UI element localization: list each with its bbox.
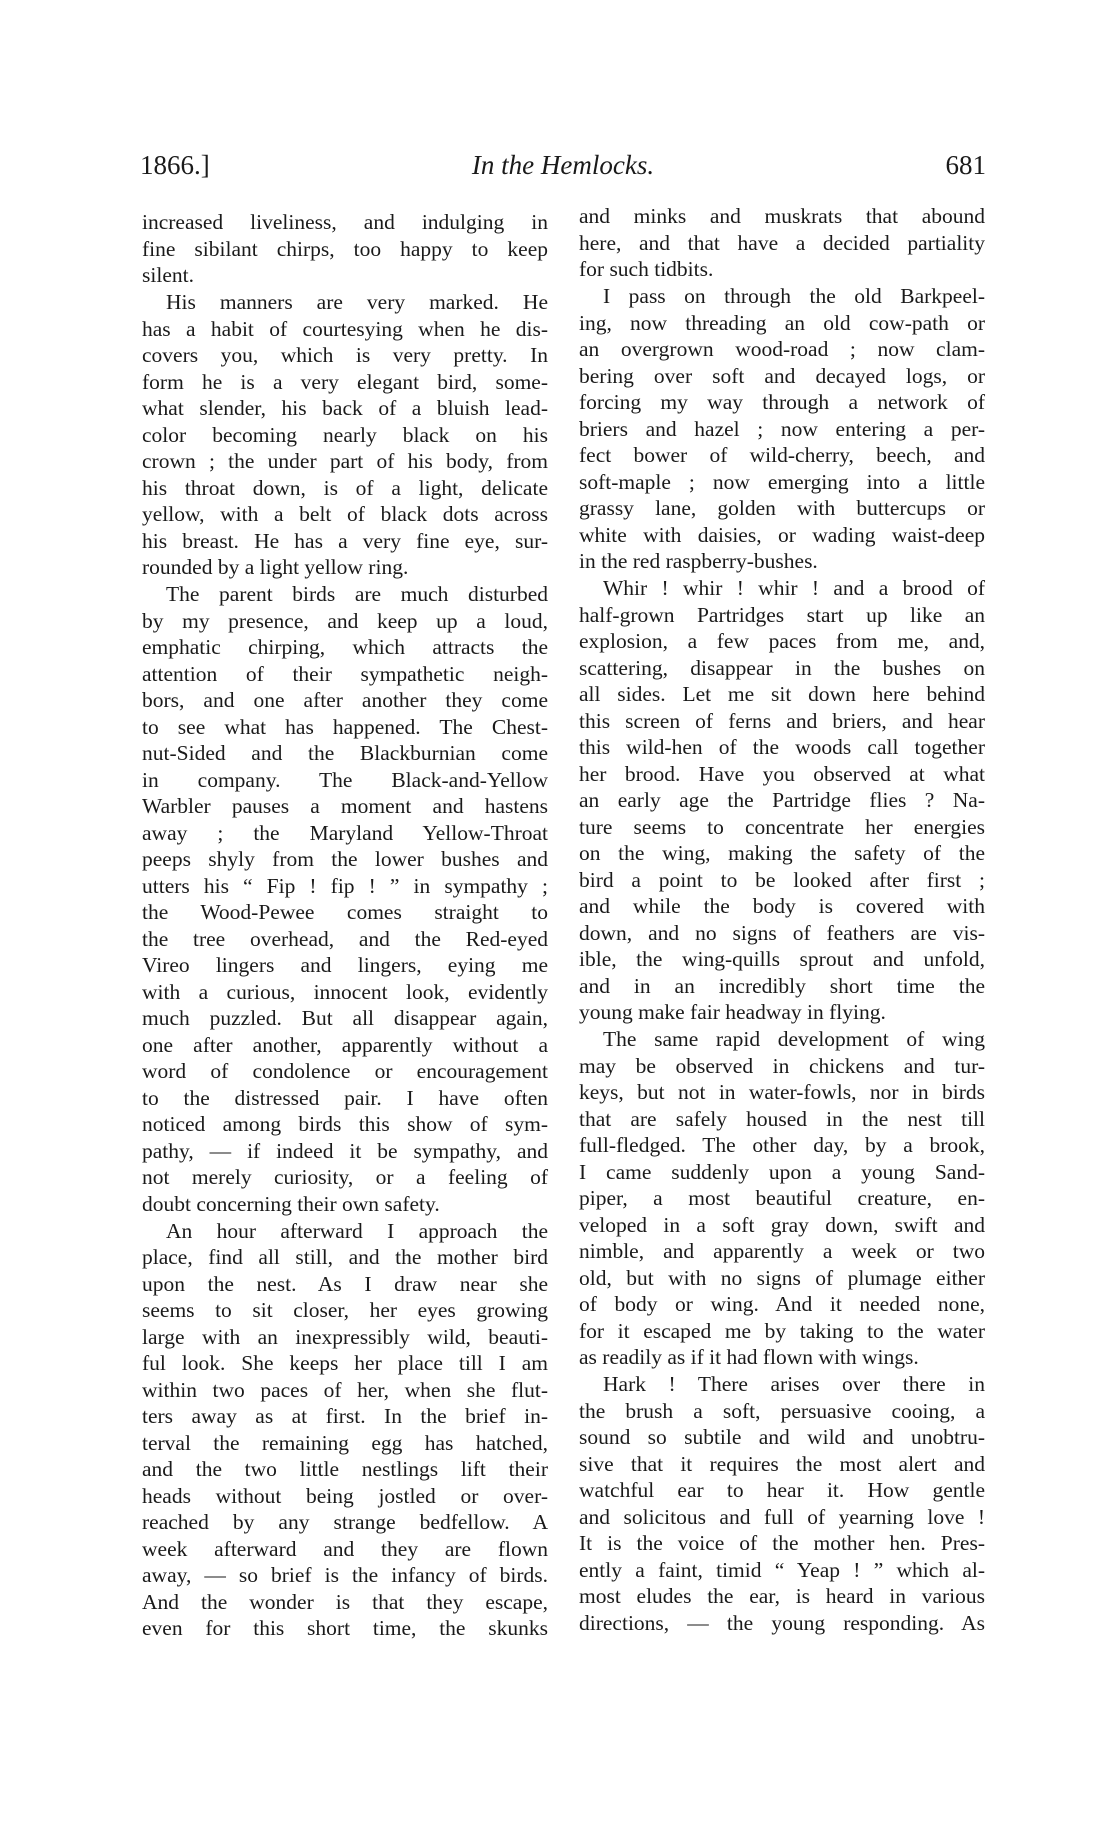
text-line: fine sibilant chirps, too happy to keep <box>142 236 548 261</box>
text-line: place, find all still, and the mother bird <box>142 1245 548 1269</box>
paragraph <box>142 1218 548 1642</box>
text-line: grassy lane, golden with buttercups or <box>579 496 985 520</box>
text-line: fect bower of wild-cherry, beech, and <box>579 443 985 467</box>
text-line: veloped in a soft gray down, swift and <box>579 1212 985 1237</box>
text-line: Whir ! whir ! whir ! and a brood of <box>603 576 985 600</box>
running-head-title: In the Hemlocks. <box>471 150 655 180</box>
text-line: ible, the wing-quills sprout and unfold, <box>579 947 985 971</box>
text-line: old, but with no signs of plumage either <box>579 1265 985 1290</box>
text-line: bering over soft and decayed logs, or <box>579 363 985 388</box>
text-line: full-fledged. The other day, by a brook, <box>579 1133 985 1157</box>
text-line: nut-Sided and the Blackburnian come <box>142 741 548 765</box>
text-line: Vireo lingers and lingers, eying me <box>142 953 548 977</box>
text-line: away ; the Maryland Yellow-Throat <box>142 820 548 845</box>
text-line: directions, — the young responding. As <box>579 1610 985 1635</box>
text-line: the brush a soft, persuasive cooing, a <box>579 1398 985 1423</box>
text-line: scattering, disappear in the bushes on <box>579 655 985 680</box>
text-line: noticed among birds this show of sym- <box>142 1112 548 1136</box>
text-line: ently a faint, timid “ Yeap ! ” which al- <box>579 1557 985 1582</box>
text-line: the tree overhead, and the Red-eyed <box>142 926 548 951</box>
text-line: an overgrown wood-road ; now clam- <box>579 337 985 361</box>
running-head <box>140 150 986 186</box>
text-line: by my presence, and keep up a loud, <box>142 608 548 633</box>
text-line: within two paces of her, when she flut- <box>142 1377 548 1402</box>
paragraph <box>579 283 985 575</box>
paragraph <box>579 1026 985 1371</box>
text-line: nimble, and apparently a week or two <box>579 1239 985 1263</box>
text-line: has a habit of courtesying when he dis- <box>142 316 548 341</box>
text-line: away, — so brief is the infancy of birds. <box>142 1563 548 1587</box>
text-line: all sides. Let me sit down here behind <box>579 682 985 706</box>
text-line: watchful ear to hear it. How gentle <box>579 1478 985 1502</box>
text-line: soft-maple ; now emerging into a little <box>579 469 985 494</box>
text-line: an early age the Partridge flies ? Na- <box>579 788 985 812</box>
text-column-right <box>579 203 985 1637</box>
paragraph <box>142 581 548 1217</box>
text-line: half-grown Partridges start up like an <box>579 602 985 627</box>
text-line: An hour afterward I approach the <box>166 1218 548 1243</box>
text-line: forcing my way through a network of <box>579 390 985 414</box>
text-line: and in an incredibly short time the <box>579 973 985 998</box>
text-line: Warbler pauses a moment and hastens <box>142 794 548 818</box>
text-line: much puzzled. But all disappear again, <box>142 1006 548 1030</box>
text-line: his breast. He has a very fine eye, sur- <box>142 528 548 553</box>
text-line: with a curious, innocent look, evidently <box>142 979 548 1004</box>
text-line: on the wing, making the safety of the <box>579 841 985 865</box>
text-line: covers you, which is very pretty. In <box>142 343 548 367</box>
text-line: and the two little nestlings lift their <box>142 1457 548 1481</box>
text-line: week afterward and they are flown <box>142 1536 548 1561</box>
text-line: It is the voice of the mother hen. Pres- <box>579 1531 985 1555</box>
text-line: sive that it requires the most alert and <box>579 1451 985 1476</box>
text-line: heads without being jostled or over- <box>142 1483 548 1508</box>
text-line: His manners are very marked. He <box>166 290 548 314</box>
text-line: I came suddenly upon a young Sand- <box>579 1159 985 1184</box>
paragraph <box>142 289 548 581</box>
text-line: ing, now threading an old cow-path or <box>579 310 985 335</box>
text-line: yellow, with a belt of black dots across <box>142 502 548 526</box>
text-line: pathy, — if indeed it be sympathy, and <box>142 1138 548 1163</box>
text-line: may be observed in chickens and tur- <box>579 1053 985 1078</box>
text-line: this wild-hen of the woods call together <box>579 735 985 759</box>
text-line: that are safely housed in the nest till <box>579 1106 985 1131</box>
text-line: piper, a most beautiful creature, en- <box>579 1186 985 1210</box>
text-line: seems to sit closer, her eyes growing <box>142 1298 548 1322</box>
text-line: keys, but not in water-fowls, nor in birds <box>579 1080 985 1104</box>
text-line: word of condolence or encouragement <box>142 1059 548 1083</box>
text-line: form he is a very elegant bird, some- <box>142 369 548 394</box>
paragraph <box>142 209 548 289</box>
text-line: increased liveliness, and indulging in <box>142 210 548 234</box>
text-line: what slender, his back of a bluish lead- <box>142 396 548 420</box>
text-line: for it escaped me by taking to the water <box>579 1318 985 1343</box>
text-line: large with an inexpressibly wild, beauti- <box>142 1324 548 1349</box>
text-line: peeps shyly from the lower bushes and <box>142 847 548 871</box>
paragraph <box>579 575 985 1026</box>
text-line: silent. <box>142 263 194 287</box>
text-line: color becoming nearly black on his <box>142 422 548 447</box>
text-line: in company. The Black-and-Yellow <box>142 767 548 792</box>
text-line: Hark ! There arises over there in <box>603 1372 985 1396</box>
text-line: young make fair headway in flying. <box>579 1000 886 1024</box>
text-line: utters his “ Fip ! fip ! ” in sympathy ; <box>142 873 548 898</box>
text-line: for such tidbits. <box>579 257 714 281</box>
text-line: and while the body is covered with <box>579 894 985 918</box>
text-line: this screen of ferns and briers, and hear <box>579 708 985 733</box>
text-line: attention of their sympathetic neigh- <box>142 661 548 686</box>
text-line: white with daisies, or wading waist-deep <box>579 522 985 547</box>
text-line: in the red raspberry-bushes. <box>579 549 818 573</box>
text-line: and solicitous and full of yearning love ! <box>579 1504 985 1529</box>
text-line: down, and no signs of feathers are vis- <box>579 920 985 945</box>
text-line: I pass on through the old Barkpeel- <box>603 284 985 308</box>
text-line: The same rapid development of wing <box>603 1027 985 1051</box>
text-line: ture seems to concentrate her energies <box>579 814 985 839</box>
text-line: to see what has happened. The Chest- <box>142 714 548 739</box>
text-line: crown ; the under part of his body, from <box>142 449 548 473</box>
text-line: The parent birds are much disturbed <box>166 582 548 606</box>
text-line: upon the nest. As I draw near she <box>142 1271 548 1296</box>
page-number: 681 <box>945 150 986 180</box>
text-line: explosion, a few paces from me, and, <box>579 629 985 653</box>
text-line: one after another, apparently without a <box>142 1032 548 1057</box>
paragraph <box>579 1371 985 1636</box>
text-line: not merely curiosity, or a feeling of <box>142 1165 548 1189</box>
text-line: emphatic chirping, which attracts the <box>142 635 548 659</box>
text-line: most eludes the ear, is heard in various <box>579 1584 985 1608</box>
text-line: And the wonder is that they escape, <box>142 1589 548 1614</box>
text-line: to the distressed pair. I have often <box>142 1085 548 1110</box>
text-line: of body or wing. And it needed none, <box>579 1292 985 1316</box>
text-line: her brood. Have you observed at what <box>579 761 985 786</box>
paragraph <box>579 203 985 283</box>
text-line: doubt concerning their own safety. <box>142 1191 440 1216</box>
text-line: terval the remaining egg has hatched, <box>142 1430 548 1455</box>
text-line: reached by any strange bedfellow. A <box>142 1510 548 1534</box>
text-line: the Wood-Pewee comes straight to <box>142 900 548 924</box>
text-line: here, and that have a decided partiality <box>579 230 985 255</box>
text-line: bors, and one after another they come <box>142 688 548 712</box>
text-line: ters away as at first. In the brief in- <box>142 1404 548 1428</box>
text-line: briers and hazel ; now entering a per- <box>579 416 985 441</box>
text-line: bird a point to be looked after first ; <box>579 867 985 892</box>
text-line: sound so subtile and wild and unobtru- <box>579 1425 985 1449</box>
text-line: and minks and muskrats that abound <box>579 204 985 228</box>
text-line: his throat down, is of a light, delicate <box>142 475 548 500</box>
text-line: as readily as if it had flown with wings. <box>579 1345 919 1369</box>
text-column-left <box>142 209 548 1642</box>
text-line: ful look. She keeps her place till I am <box>142 1351 548 1375</box>
running-head-year: 1866.] <box>140 150 210 180</box>
text-line: rounded by a light yellow ring. <box>142 555 409 579</box>
text-line: even for this short time, the skunks <box>142 1616 548 1640</box>
